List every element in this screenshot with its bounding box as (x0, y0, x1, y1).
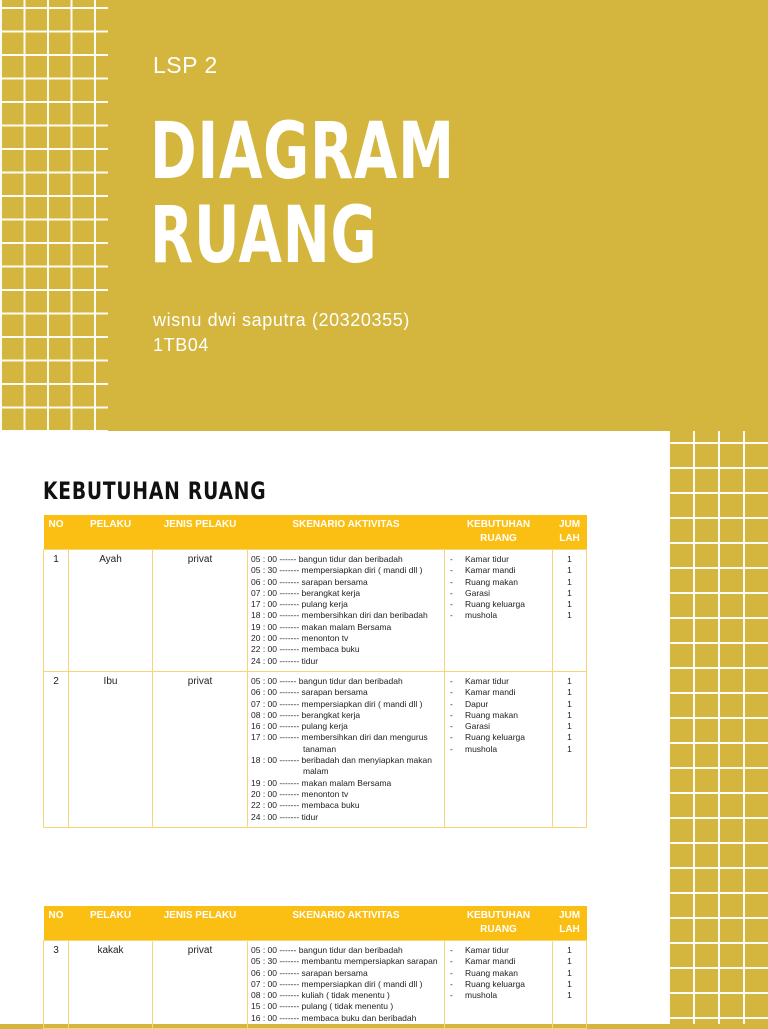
row-activities: 05 : 00 ------ bangun tidur dan beribadah 06 : 00 ------- sarapan bersama 07 : 00 ------- mempersiapkan diri ( mandi dll ) 08 : 00 ------- berangkat kerja 16 : 00 ------- pulang kerja 17 : 00 ------- membersihkan diri dan mengurus tanaman 18 : 00 ------- beribadah dan menyiapkan makan malam 19 : 00 ------- makan malam Bersama 20 : 00 ------- menonton tv 22 : 00 ------- membaca buku 24 : 00 ------- tidur (248, 671, 445, 827)
row-pelaku: Ayah (69, 550, 153, 672)
header-no: NO (44, 515, 69, 550)
author-name: wisnu dwi saputra (20320355) (153, 310, 410, 330)
row-jenis: privat (153, 941, 248, 1029)
header-kebutuhan: KEBUTUHAN RUANG (445, 515, 553, 550)
row-activities: 05 : 00 ------ bangun tidur dan beribadah 05 : 30 ------- mempersiapkan diri ( mandi dll ) 06 : 00 ------- sarapan bersama 07 : 00 ------- berangkat kerja 17 : 00 ------- pulang kerja 18 : 00 ------- membersihkan diri dan beribadah 19 : 00 ------- makan malam Bersama 20 : 00 ------- menonton tv 22 : 00 ------- membaca buku 24 : 00 ------- tidur (248, 550, 445, 672)
header-jumlah: JUM LAH (553, 515, 587, 550)
header-kebutuhan: KEBUTUHAN RUANG (445, 906, 553, 941)
table-row (44, 550, 587, 672)
row-no: 3 (44, 941, 69, 1029)
row-rooms: - Kamar tidur - Kamar mandi - Ruang makan - Garasi - Ruang keluarga - mushola (445, 550, 553, 672)
table-row (44, 671, 587, 827)
header-jenis-pelaku: JENIS PELAKU (153, 906, 248, 941)
cover-title-line2: RUANG (150, 191, 378, 281)
cover-title (150, 107, 455, 281)
row-rooms: - Kamar tidur - Kamar mandi - Ruang makan - Ruang keluarga - mushola (445, 941, 553, 1029)
row-activities: 05 : 00 ------ bangun tidur dan beribadah 05 : 30 ------- membantu mempersiapkan sarapan 06 : 00 ------- sarapan bersama 07 : 00 ------- mempersiapkan diri ( mandi dll ) 08 : 00 ------- kuliah ( tidak menentu ) 15 : 00 ------- pulang ( tidak menentu ) 16 : 00 ------- membaca buku dan beribadah (248, 941, 445, 1029)
header-skenario: SKENARIO AKTIVITAS (248, 515, 445, 550)
cover-author (153, 308, 410, 358)
row-no: 2 (44, 671, 69, 827)
header-jenis-pelaku: JENIS PELAKU (153, 515, 248, 550)
header-pelaku: PELAKU (69, 906, 153, 941)
row-counts: 1 1 1 1 1 1 (553, 550, 587, 672)
table-header-row (44, 906, 587, 941)
row-pelaku: Ibu (69, 671, 153, 827)
header-skenario: SKENARIO AKTIVITAS (248, 906, 445, 941)
section-title: KEBUTUHAN RUANG (43, 477, 267, 505)
header-no: NO (44, 906, 69, 941)
grid-pattern-right (668, 431, 768, 1024)
header-pelaku: PELAKU (69, 515, 153, 550)
cover-title-line1: DIAGRAM (150, 107, 455, 197)
row-pelaku: kakak (69, 941, 153, 1029)
row-jenis: privat (153, 671, 248, 827)
kebutuhan-ruang-table-1 (43, 515, 587, 828)
table-row (44, 941, 587, 1029)
row-counts: 1 1 1 1 1 (553, 941, 587, 1029)
row-no: 1 (44, 550, 69, 672)
grid-pattern-left (0, 0, 108, 431)
cover-subtitle: LSP 2 (153, 52, 218, 78)
class-code: 1TB04 (153, 335, 210, 355)
row-jenis: privat (153, 550, 248, 672)
row-counts: 1 1 1 1 1 1 1 (553, 671, 587, 827)
header-jumlah: JUM LAH (553, 906, 587, 941)
table-header-row (44, 515, 587, 550)
kebutuhan-ruang-table-2 (43, 906, 587, 1029)
row-rooms: - Kamar tidur - Kamar mandi - Dapur - Ruang makan - Garasi - Ruang keluarga - mushola (445, 671, 553, 827)
